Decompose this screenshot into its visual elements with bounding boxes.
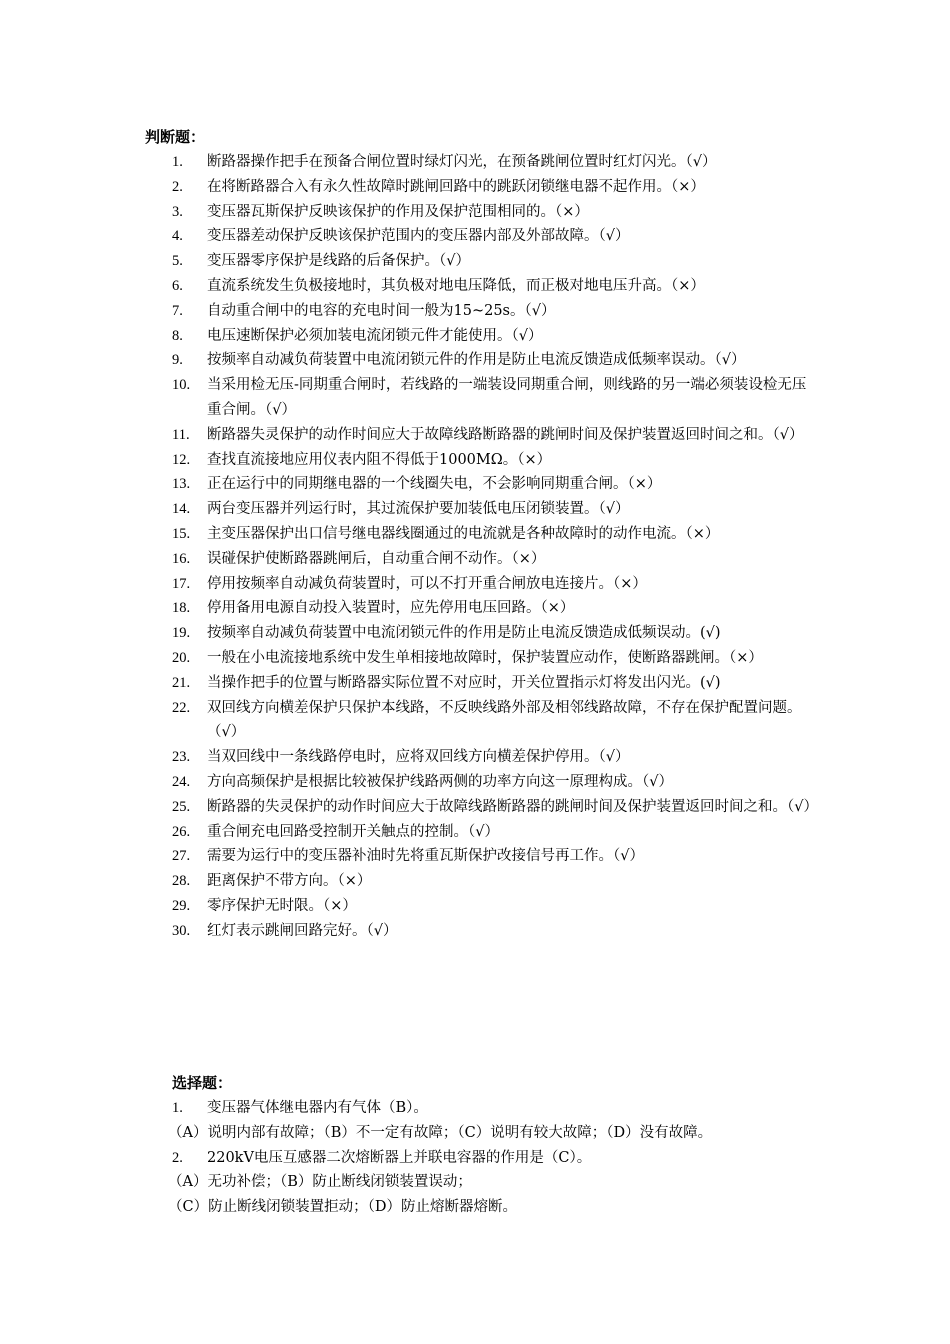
tf-question: [172, 770, 812, 795]
question-number: 1.: [172, 1100, 183, 1116]
question-number: 1.: [172, 154, 183, 170]
question-text: 电压速断保护必须加装电流闭锁元件才能使用。（√）: [207, 327, 543, 344]
tf-question: [172, 150, 812, 175]
question-number: 19.: [172, 625, 191, 642]
tf-question: [172, 795, 818, 820]
question-number: 17.: [172, 575, 191, 592]
answer-options: （A）无功补偿；（B）防止断线闭锁装置误动；: [168, 1174, 472, 1191]
tf-question: [172, 423, 812, 448]
question-text: 双回线方向横差保护只保护本线路，不反映线路外部及相邻线路故障，不存在保护配置问题。（√）: [207, 699, 802, 741]
question-text: 零序保护无时限。（×）: [207, 897, 357, 914]
question-text: 主变压器保护出口信号继电器线圈通过的电流就是各种故障时的动作电流。（×）: [207, 525, 720, 542]
question-text: 停用备用电源自动投入装置时，应先停用电压回路。（×）: [207, 600, 575, 617]
question-number: 9.: [172, 352, 183, 369]
tf-question: [172, 299, 812, 324]
question-number: 2.: [172, 1149, 183, 1166]
question-text: 方向高频保护是根据比较被保护线路两侧的功率方向这一原理构成。（√）: [207, 773, 673, 790]
question-number: 29.: [172, 897, 191, 914]
question-number: 13.: [172, 476, 191, 493]
question-text: 一般在小电流接地系统中发生单相接地故障时，保护装置应动作，使断路器跳闸。（×）: [207, 649, 763, 666]
question-number: 4.: [172, 228, 183, 245]
question-number: 25.: [172, 798, 191, 815]
question-text: 当操作把手的位置与断路器实际位置不对应时，开关位置指示灯将发出闪光。(√): [207, 674, 721, 691]
question-number: 7.: [172, 302, 183, 319]
tf-question: [172, 448, 812, 473]
question-number: 26.: [172, 823, 191, 840]
question-number: 28.: [172, 873, 191, 890]
question-number: 8.: [172, 327, 183, 344]
question-number: 30.: [172, 922, 191, 939]
tf-question: [172, 472, 812, 497]
question-text: 变压器差动保护反映该保护范围内的变压器内部及外部故障。（√）: [207, 228, 630, 245]
question-text: 断路器失灵保护的动作时间应大于故障线路断路器的跳闸时间及保护装置返回时间之和。（√）: [207, 426, 804, 443]
question-number: 15.: [172, 525, 191, 542]
tf-question: [172, 646, 812, 671]
question-text: 按频率自动减负荷装置中电流闭锁元件的作用是防止电流反馈造成低频误动。(√): [207, 625, 721, 642]
question-text: 变压器气体继电器内有气体（B）。: [207, 1100, 428, 1116]
question-text: 直流系统发生负极接地时，其负极对地电压降低，而正极对地电压升高。（×）: [207, 277, 705, 294]
tf-question-list: [172, 150, 818, 944]
tf-question: [172, 869, 812, 894]
tf-question: [172, 224, 812, 249]
question-text: 当采用检无压-同期重合闸时，若线路的一端装设同期重合闸，则线路的另一端必须装设检无压重合闸。（√）: [207, 377, 807, 418]
question-text: 距离保护不带方向。（×）: [207, 873, 372, 890]
question-text: 当双回线中一条线路停电时，应将双回线方向横差保护停用。（√）: [207, 749, 630, 766]
answer-options: （A）说明内部有故障；（B）不一定有故障；（C）说明有较大故障；（D）没有故障。: [168, 1124, 713, 1141]
tf-question: [172, 200, 812, 225]
question-number: 23.: [172, 749, 191, 766]
question-number: 5.: [172, 253, 183, 270]
tf-question: [172, 696, 812, 746]
mc-question-list: [168, 1096, 832, 1220]
tf-question: [172, 621, 812, 646]
question-text: 220kV电压互感器二次熔断器上并联电容器的作用是（C）。: [207, 1149, 592, 1166]
mc-question: [172, 1096, 832, 1121]
question-number: 18.: [172, 600, 191, 617]
question-text: 两台变压器并列运行时，其过流保护要加装低电压闭锁装置。（√）: [207, 501, 630, 518]
question-text: 重合闸充电回路受控制开关触点的控制。（√）: [207, 823, 499, 840]
tf-question: [172, 547, 812, 572]
question-number: 11.: [172, 426, 190, 443]
tf-question: [172, 844, 812, 869]
tf-question: [172, 894, 812, 919]
question-number: 14.: [172, 501, 191, 518]
tf-question: [172, 324, 812, 349]
tf-question: [172, 596, 812, 621]
question-number: 16.: [172, 550, 191, 567]
question-number: 12.: [172, 451, 191, 468]
question-number: 24.: [172, 773, 191, 790]
question-number: 22.: [172, 699, 191, 716]
question-text: 按频率自动减负荷装置中电流闭锁元件的作用是防止电流反馈造成低频率误动。（√）: [207, 352, 746, 369]
question-text: 变压器瓦斯保护反映该保护的作用及保护范围相同的。（×）: [207, 203, 589, 220]
tf-question: [172, 572, 812, 597]
tf-section-title: 判断题：: [145, 128, 206, 146]
question-text: 红灯表示跳闸回路完好。（√）: [207, 922, 398, 939]
question-text: 断路器操作把手在预备合闸位置时绿灯闪光，在预备跳闸位置时红灯闪光。（√）: [207, 154, 717, 170]
tf-question: [172, 820, 812, 845]
question-number: 21.: [172, 674, 191, 691]
tf-question: [172, 497, 812, 522]
question-number: 6.: [172, 277, 183, 294]
tf-question: [172, 671, 812, 696]
question-text: 在将断路器合入有永久性故障时跳闸回路中的跳跃闭锁继电器不起作用。（×）: [207, 178, 705, 195]
question-text: 误碰保护使断路器跳闸后，自动重合闸不动作。（×）: [207, 550, 546, 567]
mc-question: [172, 1146, 832, 1171]
tf-question: [172, 919, 812, 944]
tf-question: [172, 745, 812, 770]
tf-question: [172, 175, 812, 200]
answer-options: （C）防止断线闭锁装置拒动；（D）防止熔断器熔断。: [168, 1199, 517, 1216]
tf-question: [172, 522, 812, 547]
tf-question: [172, 274, 812, 299]
question-text: 需要为运行中的变压器补油时先将重瓦斯保护改接信号再工作。（√）: [207, 848, 644, 865]
question-number: 20.: [172, 649, 191, 666]
question-number: 2.: [172, 178, 183, 195]
question-number: 27.: [172, 848, 191, 865]
question-text: 断路器的失灵保护的动作时间应大于故障线路断路器的跳闸时间及保护装置返回时间之和。（√）: [207, 798, 818, 815]
question-text: 停用按频率自动减负荷装置时，可以不打开重合闸放电连接片。（×）: [207, 575, 647, 592]
tf-question: [172, 348, 812, 373]
question-number: 3.: [172, 203, 183, 220]
question-text: 查找直流接地应用仪表内阻不得低于1000MΩ。（×）: [207, 451, 552, 468]
tf-question: [172, 249, 812, 274]
question-text: 自动重合闸中的电容的充电时间一般为15~25s。（√）: [207, 302, 556, 319]
question-number: 10.: [172, 377, 191, 394]
question-text: 正在运行中的同期继电器的一个线圈失电，不会影响同期重合闸。（×）: [207, 476, 662, 493]
tf-question: [172, 373, 812, 423]
question-text: 变压器零序保护是线路的后备保护。（√）: [207, 253, 470, 270]
mc-section-title: 选择题：: [172, 1074, 233, 1092]
